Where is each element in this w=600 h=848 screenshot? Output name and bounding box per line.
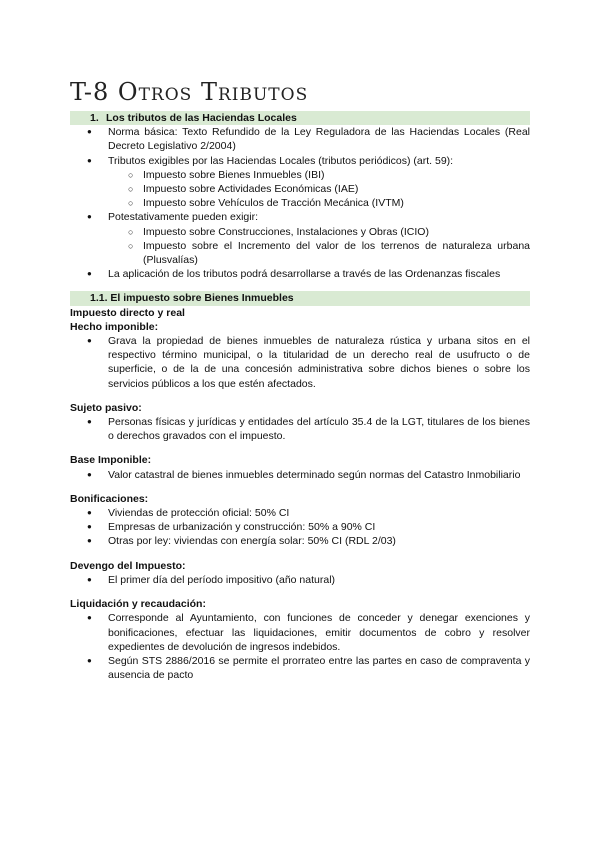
sublist-item: ○ Impuesto sobre Construcciones, Instalaciones y Obras (ICIO) bbox=[70, 225, 530, 239]
list-item: ● Norma básica: Texto Refundido de la Ley Reguladora de las Haciendas Locales (Real Decreto Legislativo 2/2004) bbox=[70, 125, 530, 153]
label-base-imponible: Base Imponible: bbox=[70, 454, 152, 467]
section-heading-text: Los tributos de las Haciendas Locales bbox=[106, 112, 297, 124]
list-item-text: Tributos exigibles por las Haciendas Locales (tributos periódicos) (art. 59): bbox=[108, 154, 454, 167]
list-item: ● Empresas de urbanización y construcción: 50% a 90% CI bbox=[70, 520, 530, 534]
label-hecho-imponible: Hecho imponible: bbox=[70, 320, 159, 333]
list-item: ● Según STS 2886/2016 se permite el prorrateo entre las partes en caso de compraventa y ausencia de pacto bbox=[70, 654, 530, 682]
list-item: ● Grava la propiedad de bienes inmuebles de naturaleza rústica y urbana sitos en el respectivo término municipal, o la titularidad de un derecho real de usufructo o de superficie, o de la de una concesión administrativa sobre dichos bienes o sobre los servicios públicos a los que estén afectados. bbox=[70, 334, 530, 391]
list-item-text: Potestativamente pueden exigir: bbox=[108, 211, 259, 224]
sublist-item: ○ Impuesto sobre Vehículos de Tracción Mecánica (IVTM) bbox=[70, 196, 530, 210]
hecho-list bbox=[70, 334, 530, 391]
section1-list bbox=[70, 125, 530, 281]
sublist bbox=[108, 225, 530, 268]
label-bonificaciones: Bonificaciones: bbox=[70, 492, 149, 505]
devengo-list bbox=[70, 573, 530, 587]
list-item: ● Corresponde al Ayuntamiento, con funciones de conceder y denegar exenciones y bonificaciones, efectuar las liquidaciones, emitir documentos de cobro y resolver expedientes de devolución de ingresos indebidos. bbox=[70, 611, 530, 654]
list-item bbox=[70, 210, 530, 267]
list-item: ● La aplicación de los tributos podrá desarrollarse a través de las Ordenanzas fiscales bbox=[70, 267, 530, 281]
document-body bbox=[70, 111, 530, 682]
section-number: 1. bbox=[90, 112, 99, 124]
label-liquidacion: Liquidación y recaudación: bbox=[70, 598, 206, 611]
sublist-item: ○ Impuesto sobre Actividades Económicas (IAE) bbox=[70, 182, 530, 196]
page-title: T-8 Otros Tributos bbox=[70, 78, 309, 106]
label-sujeto-pasivo: Sujeto pasivo: bbox=[70, 401, 142, 414]
sublist bbox=[108, 168, 530, 211]
section-heading-1 bbox=[70, 111, 530, 125]
subtitle: Impuesto directo y real bbox=[70, 306, 185, 319]
sujeto-list bbox=[70, 415, 530, 443]
list-item: ● El primer día del período impositivo (año natural) bbox=[70, 573, 530, 587]
list-item: ● Valor catastral de bienes inmuebles determinado según normas del Catastro Inmobiliario bbox=[70, 468, 530, 482]
base-list bbox=[70, 468, 530, 482]
liquid-list bbox=[70, 611, 530, 682]
list-item: ● Viviendas de protección oficial: 50% CI bbox=[70, 506, 530, 520]
list-item bbox=[70, 154, 530, 211]
list-item: ● Otras por ley: viviendas con energía solar: 50% CI (RDL 2/03) bbox=[70, 534, 530, 548]
bonif-list bbox=[70, 506, 530, 549]
list-item: ● Personas físicas y jurídicas y entidades del artículo 35.4 de la LGT, titulares de los bienes o derechos gravados con el impuesto. bbox=[70, 415, 530, 443]
section-heading-1-1: 1.1. El impuesto sobre Bienes Inmuebles bbox=[70, 291, 530, 305]
sublist-item: ○ Impuesto sobre Bienes Inmuebles (IBI) bbox=[70, 168, 530, 182]
sublist-item: ○ Impuesto sobre el Incremento del valor de los terrenos de naturaleza urbana (Plusvalías) bbox=[70, 239, 530, 267]
label-devengo: Devengo del Impuesto: bbox=[70, 559, 186, 572]
